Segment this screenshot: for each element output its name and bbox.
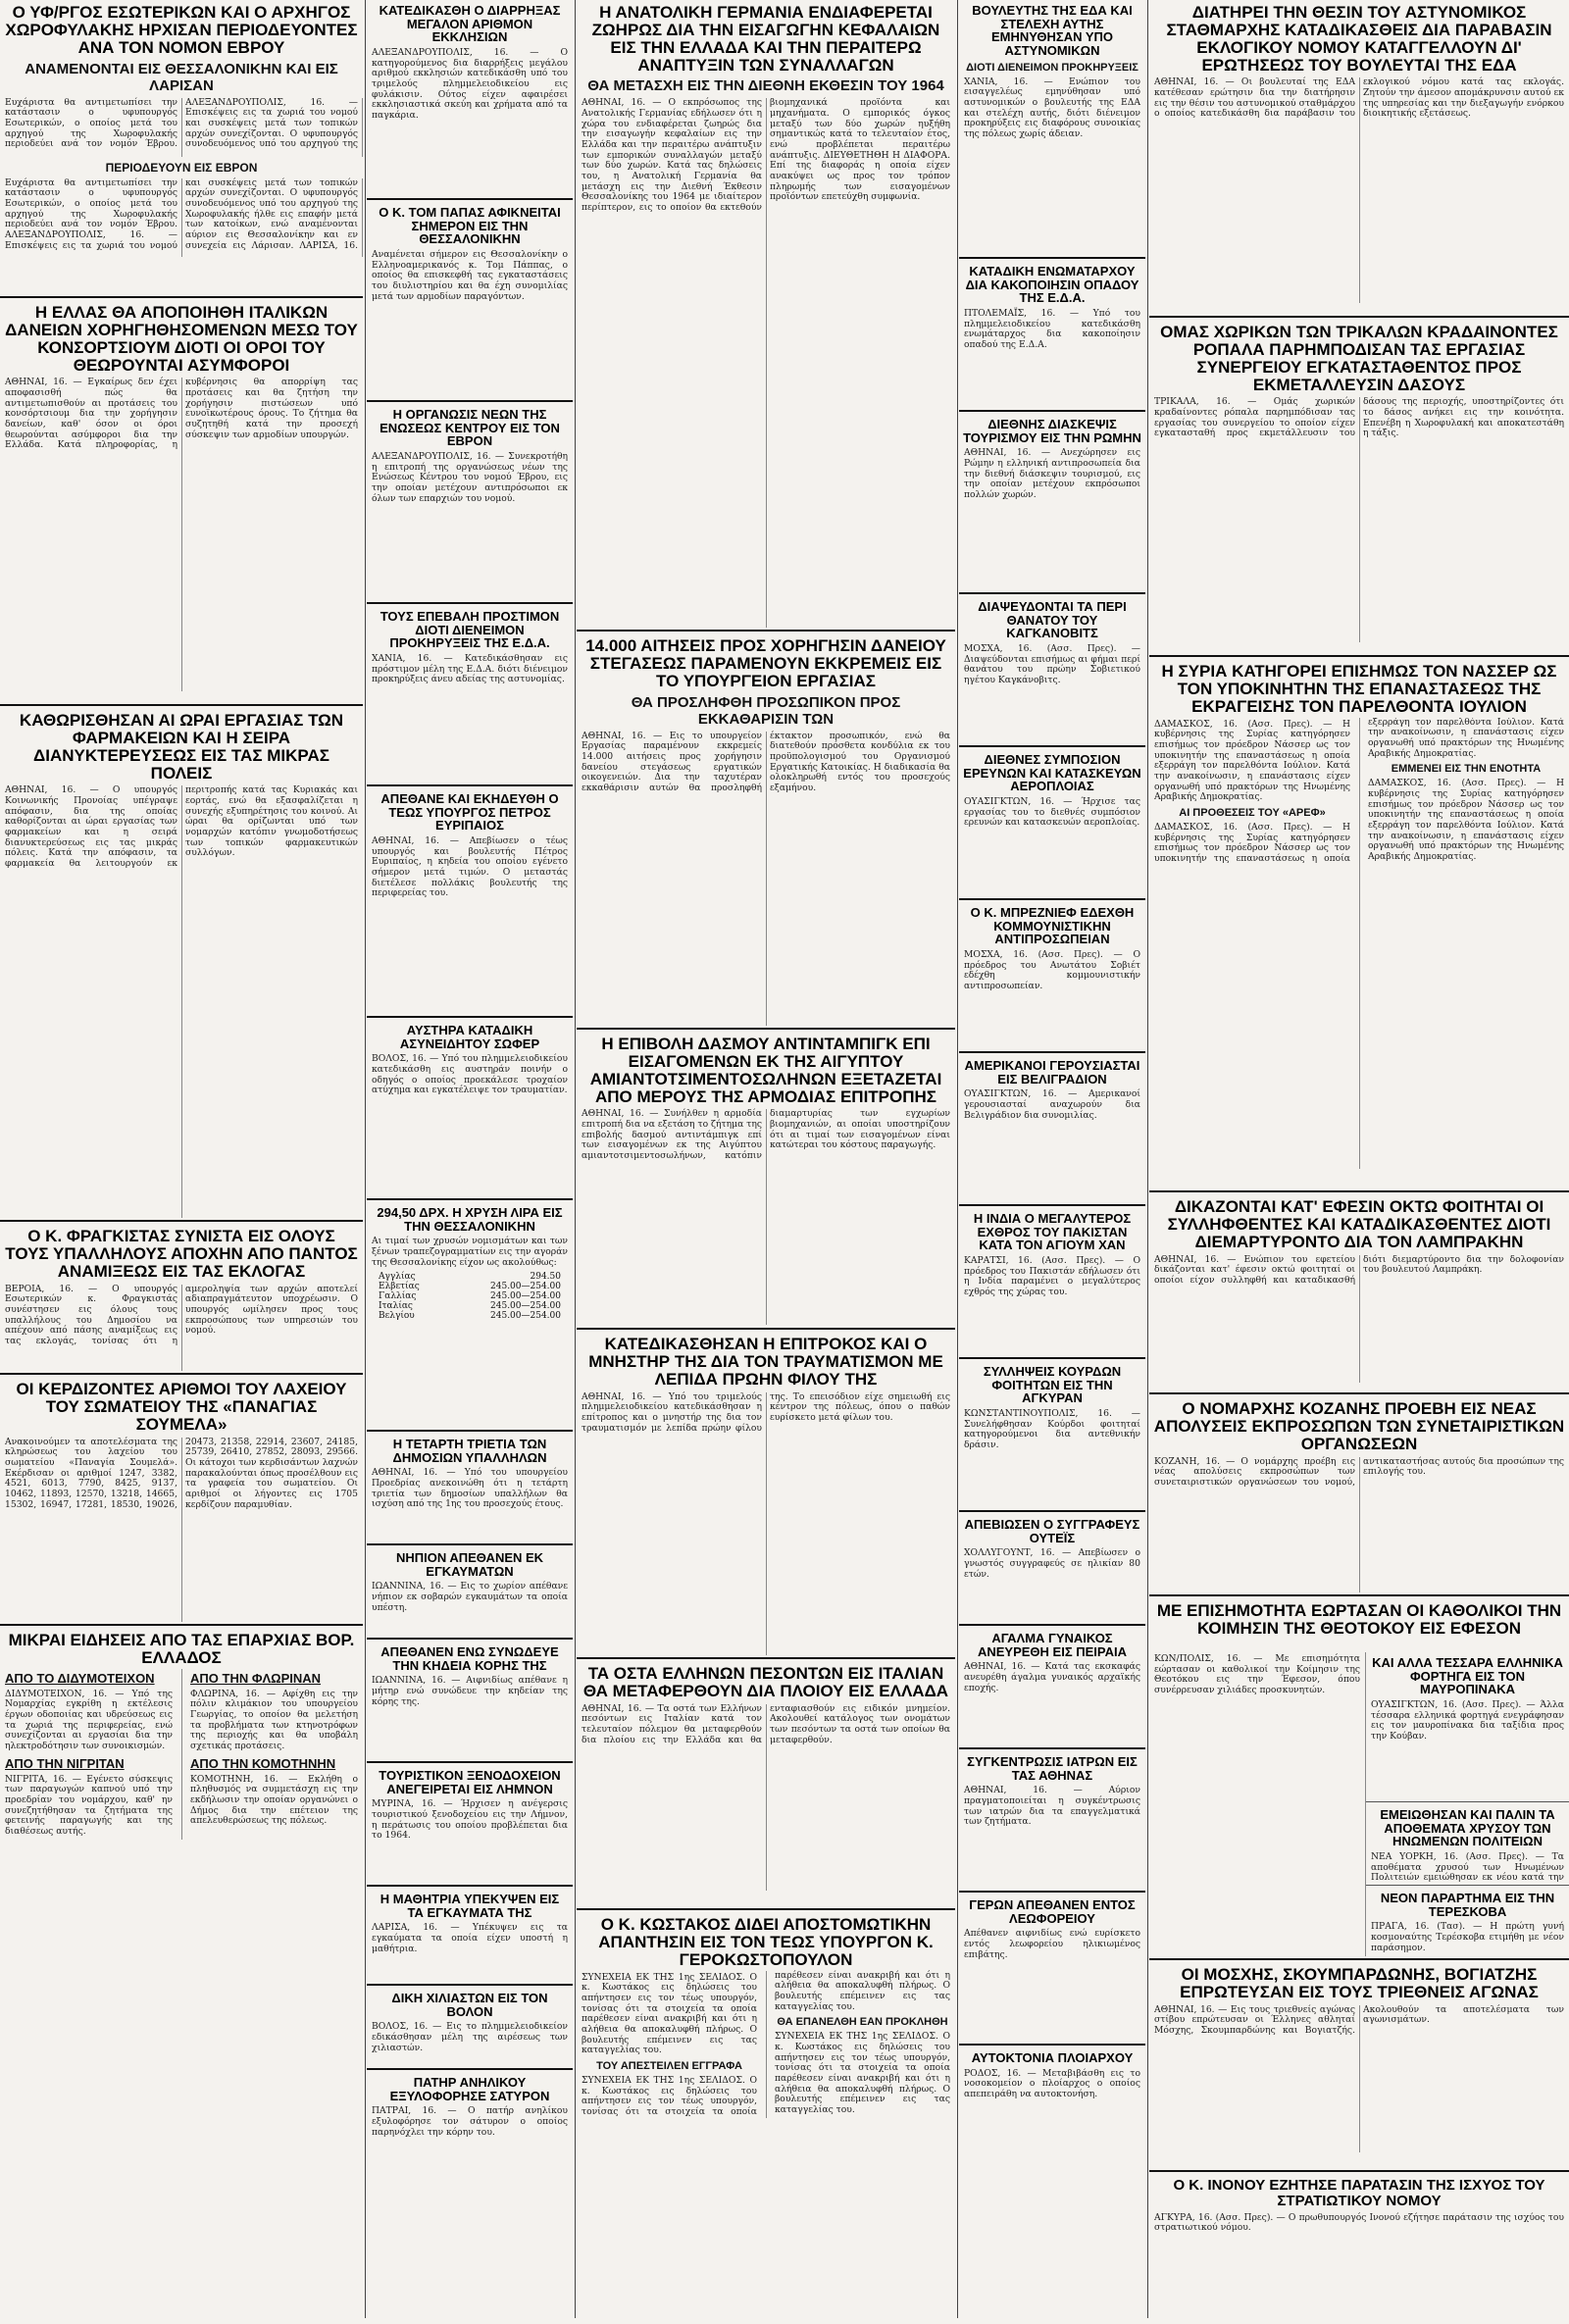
section-heading: ΑΠΟ ΤΗΝ ΦΛΩΡΙΝΑΝ <box>190 1670 322 1686</box>
article-body: ΣΥΝΕΧΕΙΑ ΕΚ ΤΗΣ 1ης ΣΕΛΙΔΟΣ. Ο κ. Κωστάκος εις δηλώσεις του απήντησεν εις τον τέως υπουργόν, τονίσας ότι τα στοιχεία τα οποία παρέθεσεν είναι ανακριβή και ότι η αλήθεια θα αποκαλυφθή πλήρως. Ο βουλευτής επέμεινεν εις τας καταγγελίας του. <box>582 1971 757 2056</box>
article <box>959 0 1145 255</box>
article <box>0 1377 363 1622</box>
headline: ΕΜΕΙΩΘΗΣΑΝ ΚΑΙ ΠΑΛΙΝ ΤΑ ΑΠΟΘΕΜΑΤΑ ΧΡΥΣΟΥ ΤΩΝ ΗΝΩΜΕΝΩΝ ΠΟΛΙΤΕΙΩΝ <box>1380 1807 1555 1849</box>
article <box>367 1642 573 1759</box>
article-body: ΟΥΑΣΙΓΚΤΩΝ, 16. — Ήρχισε τας εργασίας του το διεθνές συμπόσιον ερευνών και κατασκευών αεροπλοίας. <box>964 795 1140 829</box>
headline: ΚΑΤΑΔΙΚΗ ΕΝΩΜΑΤΑΡΧΟΥ ΔΙΑ ΚΑΚΟΠΟΙΗΣΙΝ ΟΠΑΔΟΥ ΤΗΣ Ε.Δ.Α. <box>965 264 1139 306</box>
article-body: ΑΘΗΝΑΙ, 16. — Ενώπιον του εφετείου δικάζονται κατ' έφεσιν οκτώ φοιτηταί οι οποίοι είχον συλληφθή και καταδικασθή διότι διεμαρτύροντο δια την δολοφονίαν του βουλευτού Λαμπράκη. <box>1154 1253 1564 1286</box>
article-body: ΚΑΡΑΤΣΙ, 16. (Ασσ. Πρες). — Ο πρόεδρος του Πακιστάν εδήλωσεν ότι η Ινδία παραμένει ο μεγαλύτερος εχθρός της χώρας του. <box>964 1254 1140 1297</box>
headline: Ο ΝΟΜΑΡΧΗΣ ΚΟΖΑΝΗΣ ΠΡΟΕΒΗ ΕΙΣ ΝΕΑΣ ΑΠΟΛΥΣΕΙΣ ΕΚΠΡΟΣΩΠΩΝ ΤΩΝ ΣΥΝΕΤΑΙΡΙΣΤΙΚΩΝ ΟΡΓΑΝΩΣΕΩΝ <box>1153 1399 1565 1453</box>
article <box>577 0 955 628</box>
article-body: Ευχάριστα θα αντιμετωπίσει την κατάστασιν ο υφυπουργός Εσωτερικών, ο οποίος μετά του αρχηγού της Χωροφυλακής περιοδεύει ανά τον νομόν Έβρου. ΑΛΕΞΑΝΔΡΟΥΠΟΛΙΣ, 16. — Επισκέψεις εις τα χωριά του νομού και συσκέψεις μετά των τοπικών αρχών συνεχίζονται. Ο υφυπουργός συνοδευόμενος υπό του αρχηγού της <box>5 96 358 150</box>
article <box>1149 659 1569 1188</box>
article <box>367 1434 573 1541</box>
column-divider <box>1147 0 1148 2318</box>
article <box>959 902 1145 1049</box>
article-body: Αι τιμαί των χρυσών νομισμάτων και των ξένων τραπεζογραμματίων εις την αγοράν της Θεσσαλονίκης είχον ως ακολούθως: <box>372 1236 568 1268</box>
headline: Η ΕΛΛΑΣ ΘΑ ΑΠΟΠΟΙΗΘΗ ΙΤΑΛΙΚΩΝ ΔΑΝΕΙΩΝ ΧΟΡΗΓΗΘΗΣΟΜΕΝΩΝ ΜΕΣΩ ΤΟΥ ΚΟΝΣΟΡΤΣΙΟΥΜ ΔΙΟΤΙ ΟΙ ΟΡΟΙ ΤΟΥ ΘΕΩΡΟΥΝΤΑΙ ΑΣΥΜΦΟΡΟΙ <box>5 303 358 375</box>
headline: ΔΙΚΗ ΧΙΛΙΑΣΤΩΝ ΕΙΣ ΤΟΝ ΒΟΛΟΝ <box>391 1991 548 2019</box>
section-heading: ΕΜΜΕΝΕΙ ΕΙΣ ΤΗΝ ΕΝΟΤΗΤΑ <box>1391 763 1542 776</box>
subheadline: ΑΝΑΜΕΝΟΝΤΑΙ ΕΙΣ ΘΕΣΣΑΛΟΝΙΚΗΝ ΚΑΙ ΕΙΣ ΛΑΡΙΣΑΝ <box>25 60 338 94</box>
article <box>577 1032 955 1326</box>
article <box>367 0 573 196</box>
article-body: ΝΙΓΡΙΤΑ, 16. — Εγένετο σύσκεψις των παραγωγών καπνού υπό την προεδρίαν του νομάρχου, καθ' ην συνεζητήθησαν τα ζητήματα της φετεινής παραγωγής και της διαθέσεως αυτής. <box>5 1773 173 1838</box>
article-body: ΠΤΟΛΕΜΑΪΣ, 16. — Υπό του πλημμελειοδικείου κατεδικάσθη ενωμάταρχος δια κακοποίησιν οπαδού της Ε.Δ.Α. <box>964 307 1140 350</box>
headline: ΑΠΕΘΑΝΕ ΚΑΙ ΕΚΗΔΕΥΘΗ Ο ΤΕΩΣ ΥΠΟΥΡΓΟΣ ΠΕΤΡΟΣ ΕΥΡΙΠΑΙΟΣ <box>380 791 559 834</box>
headline: ΠΑΤΗΡ ΑΝΗΛΙΚΟΥ ΕΞΥΛΟΦΟΡΗΣΕ ΣΑΤΥΡΟΝ <box>389 2075 550 2103</box>
article <box>0 1224 363 1371</box>
article-body: ΦΛΩΡΙΝΑ, 16. — Αφίχθη εις την πόλιν κλιμάκιον του υπουργείου Γεωργίας, το οποίον θα μελετήση τα προβλήματα των κτηνοτρόφων της περιοχής και θα υποβάλη σχετικάς προτάσεις. <box>190 1688 358 1752</box>
headline: ΟΙ ΚΕΡΔΙΖΟΝΤΕΣ ΑΡΙΘΜΟΙ ΤΟΥ ΛΑΧΕΙΟΥ ΤΟΥ ΣΩΜΑΤΕΙΟΥ ΤΗΣ «ΠΑΝΑΓΙΑΣ ΣΟΥΜΕΛΑ» <box>16 1380 347 1434</box>
article <box>959 596 1145 743</box>
article-body: Ανακοινούμεν τα αποτελέσματα της κληρώσεως του λαχείου του σωματείου «Παναγία Σουμελά». Εκέρδισαν οι αριθμοί 1247, 3382, 4521, 6013, 7790, 8425, 9137, 10462, 11893, 12570, 13218, 14665, 15302, 16947, 17281, 18530, 19026, 20473, 21358, 22914, 23607, 24185, 25739, 26410, 27852, 28093, 29566. Οι κάτοχοι των κερδισάντων λαχνών παρακαλούνται όπως προσέλθουν εις τα γραφεία του σωματείου. Οι αριθμοί οι λήγοντες εις 1705 κερδίζουν παραμυθίαν. <box>5 1436 358 1510</box>
article <box>1366 1804 1569 1883</box>
headline: Η ΣΥΡΙΑ ΚΑΤΗΓΟΡΕΙ ΕΠΙΣΗΜΩΣ ΤΟΝ ΝΑΣΣΕΡ ΩΣ ΤΟΝ ΥΠΟΚΙΝΗΤΗΝ ΤΗΣ ΕΠΑΝΑΣΤΑΣΕΩΣ ΤΗΣ ΕΚΡΑΓΕΙΣΗΣ ΤΟΝ ΠΑΡΕΛΘΟΝΤΑ ΙΟΥΛΙΟΝ <box>1161 662 1557 716</box>
headline: Η ΕΠΙΒΟΛΗ ΔΑΣΜΟΥ ΑΝΤΙΝΤΑΜΠΙΓΚ ΕΠΙ ΕΙΣΑΓΟΜΕΝΩΝ ΕΚ ΤΗΣ ΑΙΓΥΠΤΟΥ ΑΜΙΑΝΤΟΤΣΙΜΕΝΤΟΣΩΛΗΝΩΝ ΕΞΕΤΑΖΕΤΑΙ ΑΠΟ ΜΕΡΟΥΣ ΤΗΣ ΑΡΜΟΔΙΑΣ ΕΠΙΤΡΟΠΗΣ <box>589 1035 942 1106</box>
article-body: ΑΘΗΝΑΙ, 16. — Εγκαίρως δεν έχει αποφασισθή πώς θα αντιμετωπισθούν αι προτάσεις του κονσόρτσιουμ δια την χορήγησιν δανείων, καθ' όσον οι όροι θεωρούνται ασύμφοροι δια την Ελλάδα. Κατά πληροφορίας, η κυβέρνησις θα απορρίψη τας προτάσεις και θα ζητήση την χορήγησιν πιστώσεων υπό ευνοϊκωτέρους όρους. Το ζήτημα θα συζητηθή κατά την προσεχή σύσκεψιν των αρμοδίων υπουργών. <box>5 377 358 451</box>
article-body: ΑΘΗΝΑΙ, 16. — Απεβίωσεν ο τέως υπουργός και βουλευτής Πέτρος Ευριπαίος, η κηδεία του οποίου εγένετο σήμερον μετά τιμών. Ο μεταστάς διετέλεσε πολλάκις βουλευτής της περιφερείας του. <box>372 834 568 899</box>
article-body: ΚΩΝΣΤΑΝΤΙΝΟΥΠΟΛΙΣ, 16. — Συνελήφθησαν Κούρδοι φοιτηταί κατηγορούμενοι δια αντεθνικήν δράσιν. <box>964 1407 1140 1450</box>
article <box>1149 1598 1569 1652</box>
column-2 <box>367 0 573 2219</box>
article-body: ΧΑΝΙΑ, 16. — Ενώπιον του εισαγγελέως εμηνύθησαν υπό αστυνομικών ο βουλευτής της ΕΔΑ και στελέχη αυτής, διότι διένειμον προκηρύξεις εις διαφόρους συνοικίας της πόλεως χωρίς άδειαν. <box>964 76 1140 139</box>
headline: 14.000 ΑΙΤΗΣΕΙΣ ΠΡΟΣ ΧΟΡΗΓΗΣΙΝ ΔΑΝΕΙΟΥ ΣΤΕΓΑΣΕΩΣ ΠΑΡΑΜΕΝΟΥΝ ΕΚΚΡΕΜΕΙΣ ΕΙΣ ΤΟ ΥΠΟΥΡΓΕΙΟΝ ΕΡΓΑΣΙΑΣ <box>585 636 946 690</box>
section-heading: ΑΙ ΠΡΟΘΕΣΕΙΣ ΤΟΥ «ΑΡΕΦ» <box>1179 806 1326 819</box>
article <box>577 1332 955 1655</box>
headline: ΝΗΠΙΟΝ ΑΠΕΘΑΝΕΝ ΕΚ ΕΓΚΑΥΜΑΤΩΝ <box>395 1550 544 1579</box>
headline: ΑΥΤΟΚΤΟΝΙΑ ΠΛΟΙΑΡΧΟΥ <box>971 2050 1134 2065</box>
article-body: ΤΡΙΚΑΛΑ, 16. — Ομάς χωρικών κραδαίνοντες ρόπαλα παρημπόδισαν τας εργασίας του συνεργείου το οποίον είχεν εγκατασταθή προς εκμετάλλευσιν του δάσους της περιοχής, υποστηρίζοντες ότι το δάσος ανήκει εις την κοινότητα. Επενέβη η Χωροφυλακή και αποκατεστάθη η τάξις. <box>1154 396 1564 439</box>
headline: ΔΙΚΑΖΟΝΤΑΙ ΚΑΤ' ΕΦΕΣΙΝ ΟΚΤΩ ΦΟΙΤΗΤΑΙ ΟΙ ΣΥΛΛΗΦΘΕΝΤΕΣ ΚΑΙ ΚΑΤΑΔΙΚΑΣΘΕΝΤΕΣ ΔΙΟΤΙ ΔΙΕΜΑΡΤΥΡΟΝΤΟ ΔΙΑ ΤΟΝ ΛΑΜΠΡΑΚΗΝ <box>1167 1197 1551 1251</box>
article-body: ΚΟΖΑΝΗ, 16. — Ο νομάρχης προέβη εις νέας απολύσεις εκπροσώπων των συνεταιριστικών οργανώσεων του νομού, αντικαταστήσας αυτούς δια προσώπων της επιλογής του. <box>1154 1455 1564 1488</box>
article-body: ΒΟΛΟΣ, 16. — Εις το πλημμελειοδικείον εδικάσθησαν μέλη της αιρέσεως των χιλιαστών. <box>372 2021 568 2053</box>
article-body: ΡΟΔΟΣ, 16. — Μεταβιβάσθη εις το νοσοκομείον ο πλοίαρχος ο οποίος απεπειράθη να αυτοκτονήση. <box>964 2067 1140 2099</box>
price-row: Γαλλίας 245.00—254.00 <box>379 1291 561 1302</box>
article-body: ΟΥΑΣΙΓΚΤΩΝ, 16. — Αμερικανοί γερουσιασταί αναχωρούν δια Βελιγράδιον δια συνομιλίας. <box>964 1088 1140 1121</box>
article-body: ΑΛΕΞΑΝΔΡΟΥΠΟΛΙΣ, 16. — Συνεκροτήθη η επιτροπή της οργανώσεως νέων της Ενώσεως Κέντρου του νομού Έβρου, εις την οποίαν μετέχουν αντιπρόσωποι εκ όλων των επαρχιών του νομού. <box>372 450 568 504</box>
article-body: Απέθανεν αιφνιδίως ενώ ευρίσκετο εντός λεωφορείου ηλικιωμένος επιβάτης. <box>964 1928 1140 1960</box>
headline: Η ΤΕΤΑΡΤΗ ΤΡΙΕΤΙΑ ΤΩΝ ΔΗΜΟΣΙΩΝ ΥΠΑΛΛΗΛΩΝ <box>392 1437 547 1465</box>
article <box>959 1055 1145 1202</box>
headline: ΒΟΥΛΕΥΤΗΣ ΤΗΣ ΕΔΑ ΚΑΙ ΣΤΕΛΕΧΗ ΑΥΤΗΣ ΕΜΗΝΥΘΗΣΑΝ ΥΠΟ ΑΣΤΥΝΟΜΙΚΩΝ <box>972 3 1133 58</box>
article <box>959 749 1145 896</box>
article <box>959 2047 1145 2175</box>
article-body: ΙΩΑΝΝΙΝΑ, 16. — Αιφνιδίως απέθανε η μήτηρ ενώ συνώδευε την κηδείαν της κόρης της. <box>372 1675 568 1707</box>
price-row: Ιταλίας 245.00—254.00 <box>379 1301 561 1312</box>
article <box>367 1988 573 2066</box>
headline: Ο Κ. ΜΠΡΕΖΝΙΕΦ ΕΔΕΧΘΗ ΚΟΜΜΟΥΝΙΣΤΙΚΗΝ ΑΝΤΙΠΡΟΣΩΠΕΙΑΝ <box>970 905 1135 947</box>
article <box>577 1912 955 2324</box>
article-body: ΑΘΗΝΑΙ, 16. — Υπό του τριμελούς πλημμελειοδικείου κατεδικάσθησαν η επίτροπος και ο μνηστήρ της δια τον τραυματισμόν με λεπίδα πρώην φίλου της. Το επεισόδιον είχε σημειωθή εις κέντρον της πόλεως, όπου ο παθών ευρίσκετο μετά φίλων του. <box>582 1390 950 1434</box>
article <box>367 1547 573 1636</box>
article-body: ΑΘΗΝΑΙ, 16. — Ο εκπρόσωπος της Ανατολικής Γερμανίας εδήλωσεν ότι η χώρα του ενδιαφέρεται ζωηρώς δια την εισαγωγήν κεφαλαίων εις την Ελλάδα και την περαιτέρω ανάπτυξιν των εμπορικών συναλλαγών μεταξύ των δύο χωρών. Κατά τας δηλώσεις του, η Ανατολική Γερμανία θα μετάσχη εις την Διεθνή Έκθεσιν Θεσσαλονίκης του 1964 με ιδιαίτερον περίπτερον, εις το οποίον θα εκτεθούν βιομηχανικά προϊόντα και μηχανήματα. Ο εμπορικός όγκος μεταξύ των δύο χωρών ηυξήθη σημαντικώς κατά το τελευταίον έτος, ενώ προβλέπεται περαιτέρω ανάπτυξις. ΔΙΕΥΘΕΤΗΘΗ Η ΔΙΑΦΟΡΑ. Επί της διαφοράς η οποία είχεν ανακύψει ως προς τον τρόπον πληρωμής των εισαγομένων προϊόντων επετεύχθη συμφωνία. <box>582 97 950 214</box>
headline: ΔΙΑΨΕΥΔΟΝΤΑΙ ΤΑ ΠΕΡΙ ΘΑΝΑΤΟΥ ΤΟΥ ΚΑΓΚΑΝΟΒΙΤΣ <box>978 599 1127 641</box>
article-body: ΜΟΣΧΑ, 16. (Ασσ. Πρες). — Διαψεύδονται επισήμως αι φήμαι περί θανάτου του πρώην Σοβιετικού ηγέτου Καγκάνοβιτς. <box>964 642 1140 685</box>
article-body: ΚΟΜΟΤΗΝΗ, 16. — Εκλήθη ο πληθυσμός να συμμετάσχη εις την εκδήλωσιν την οποίαν οργανώνει ο Δήμος δια την επέτειον της απελευθερώσεως της πόλεως. <box>190 1773 358 1827</box>
headline: ΔΙΕΘΝΗΣ ΔΙΑΣΚΕΨΙΣ ΤΟΥΡΙΣΜΟΥ ΕΙΣ ΤΗΝ ΡΩΜΗΝ <box>963 417 1141 445</box>
article <box>577 633 955 1026</box>
article-body: ΑΘΗΝΑΙ, 16. — Τα οστά των Ελλήνων πεσόντων εις Ιταλίαν κατά τον τελευταίον πόλεμον θα μεταφερθούν δια πλοίου εις την Ελλάδα και θα ενταφιασθούν εις ειδικόν μνημείον. Ακολουθεί κατάλογος των ονομάτων των πεσόντων τα οστά των οποίων θα μεταφερθούν. <box>582 1702 950 1745</box>
article-body: ΠΡΑΓΑ, 16. (Τασ). — Η πρώτη γυνή κοσμοναύτης Τερέσκοβα ετιμήθη με νέον παράσημον. <box>1371 1921 1564 1953</box>
article <box>1149 2174 1569 2321</box>
article <box>959 414 1145 590</box>
headline: ΚΑΤΕΔΙΚΑΣΘΗΣΑΝ Η ΕΠΙΤΡΟΚΟΣ ΚΑΙ Ο ΜΝΗΣΤΗΡ ΤΗΣ ΔΙΑ ΤΟΝ ΤΡΑΥΜΑΤΙΣΜΟΝ ΜΕ ΛΕΠΙΔΑ ΠΡΩΗΝ ΦΙΛΟΥ ΤΗΣ <box>588 1335 943 1389</box>
headline: ΟΙ ΜΟΣΧΗΣ, ΣΚΟΥΜΠΑΡΔΩΝΗΣ, ΒΟΓΙΑΤΖΗΣ ΕΠΡΩΤΕΥΣΑΝ ΕΙΣ ΤΟΥΣ ΤΡΙΕΘΝΕΙΣ ΑΓΩΝΑΣ <box>1180 1965 1539 2001</box>
price-row: Αγγλίας 294.50 <box>379 1272 561 1283</box>
article-body: ΑΘΗΝΑΙ, 16. — Οι βουλευταί της ΕΔΑ κατέθεσαν ερώτησιν δια την διατήρησιν εις την θέσιν του αστυνομικού σταθμάρχου ο οποίος κατεδικάσθη δια παράβασιν του εκλογικού νόμου κατά τας εκλογάς. Ζητούν την άμεσον απομάκρυνσιν αυτού εκ της υπηρεσίας και την διεξαγωγήν ενόρκου διοικητικής εξετάσεως. <box>1154 76 1564 120</box>
headline: ΑΥΣΤΗΡΑ ΚΑΤΑΔΙΚΗ ΑΣΥΝΕΙΔΗΤΟΥ ΣΩΦΕΡ <box>399 1023 540 1051</box>
article <box>367 404 573 600</box>
article <box>1366 1888 1569 1956</box>
article-body: ΔΑΜΑΣΚΟΣ, 16. (Ασσ. Πρες). — Η κυβέρνησις της Συρίας κατηγόρησεν επισήμως τον πρόεδρον Νάσσερ ως τον υποκινητήν της επαναστάσεως η οποία εξερράγη τον παρελθόντα Ιούλιον. Κατά την ανακοίνωσιν, η επανάστασις είχεν οργανωθή υπό πρακτόρων της Ηνωμένης Αραβικής Δημοκρατίας. <box>1154 717 1564 864</box>
article <box>959 1895 1145 2042</box>
article-body: ΜΥΡΙΝΑ, 16. — Ήρχισεν η ανέγερσις τουριστικού ξενοδοχείου εις την Λήμνον, η περάτωσις του οποίου προβλέπεται δια το 1964. <box>372 1798 568 1842</box>
article <box>959 1514 1145 1622</box>
article-body: ΛΑΡΙΣΑ, 16. — Υπέκυψεν εις τα εγκαύματα τα οποία είχεν υποστή η μαθήτρια. <box>372 1922 568 1954</box>
article-body: ΑΘΗΝΑΙ, 16. — Εις τους τριεθνείς αγώνας στίβου επρώτευσαν οι Έλληνες αθληταί Μόσχης, Σκουμπαρδώνης και Βογιατζής. Ακολουθούν τα αποτελέσματα των αγωνισμάτων. <box>1154 2003 1564 2037</box>
article-body: Ευχάριστα θα αντιμετωπίσει την κατάστασιν ο υφυπουργός Εσωτερικών, ο οποίος μετά του αρχηγού της Χωροφυλακής περιοδεύει ανά τον νομόν Έβρου. ΑΛΕΞΑΝΔΡΟΥΠΟΛΙΣ, 16. — Επισκέψεις εις τα χωριά του νομού και συσκέψεις μετά των τοπικών αρχών συνεχίζονται. Ο υφυπουργός συνοδευόμενος υπό του αρχηγού της Χωροφυλακής ήλθε εις επαφήν μετά των κατοίκων, ενώ αναμένονται αύριον εις Θεσσαλονίκην και εν συνεχεία εις Λάρισαν. ΛΑΡΙΣΑ, 16. <box>5 177 358 251</box>
headline: ΚΑΙ ΑΛΛΑ ΤΕΣΣΑΡΑ ΕΛΛΗΝΙΚΑ ΦΟΡΤΗΓΑ ΕΙΣ ΤΟΝ ΜΑΥΡΟΠΙΝΑΚΑ <box>1372 1655 1563 1697</box>
article <box>1149 1396 1569 1592</box>
article-body: ΔΑΜΑΣΚΟΣ, 16. (Ασσ. Πρες). — Η κυβέρνησις της Συρίας κατηγόρησεν επισήμως τον πρόεδρον Νάσσερ ως τον υποκινητήν της επαναστάσεως η οποία εξερράγη τον παρελθόντα Ιούλιον. Κατά την ανακοίνωσιν, η επανάστασις είχεν οργανωθή υπό πρακτόρων της Ηνωμένης Αραβικής Δημοκρατίας. <box>1154 718 1350 803</box>
article <box>367 2072 573 2219</box>
article <box>959 1628 1145 1745</box>
column-5 <box>1149 0 1569 2321</box>
headline: ΣΥΛΛΗΨΕΙΣ ΚΟΥΡΔΩΝ ΦΟΙΤΗΤΩΝ ΕΙΣ ΤΗΝ ΑΓΚΥΡΑΝ <box>983 1364 1122 1406</box>
article-body: ΑΛΕΞΑΝΔΡΟΥΠΟΛΙΣ, 16. — Ο κατηγορούμενος δια διαρρήξεις μεγάλου αριθμού εκκλησιών κατεδικάσθη υπό του τριμελούς πλημμελειοδικείου εις φυλάκισιν. Ούτος είχεν αφαιρέσει εκκλησιαστικά σκεύη και χρήματα από τα παγκάρια. <box>372 46 568 121</box>
article <box>367 1202 573 1428</box>
headline: 294,50 ΔΡΧ. Η ΧΡΥΣΗ ΛΙΡΑ ΕΙΣ ΤΗΝ ΘΕΣΣΑΛΟΝΙΚΗΝ <box>377 1205 563 1234</box>
article-body: ΑΘΗΝΑΙ, 16. — Εις το υπουργείον Εργασίας παραμένουν εκκρεμείς 14.000 αιτήσεις προς χορήγησιν δανείου στεγάσεως εργατικών οικογενειών. Δια την ταχυτέραν εκκαθάρισιν αυτών θα προσληφθή έκτακτον προσωπικόν, ενώ θα διατεθούν πρόσθετα κονδύλια εκ του προϋπολογισμού του Οργανισμού Εργατικής Κατοικίας. Η διαδικασία θα ολοκληρωθή εντός του προσεχούς εξαμήνου. <box>582 730 950 793</box>
price-row: Βελγίου 245.00—254.00 <box>379 1311 561 1322</box>
subheadline: ΠΕΡΙΟΔΕΥΟΥΝ ΕΙΣ ΕΒΡΟΝ <box>105 160 258 175</box>
gold-price-table <box>377 1272 563 1321</box>
headline: Η ΜΑΘΗΤΡΙΑ ΥΠΕΚΥΨΕΝ ΕΙΣ ΤΑ ΕΓΚΑΥΜΑΤΑ ΤΗΣ <box>380 1892 560 1920</box>
article <box>1149 1962 1569 2168</box>
article-body: ΣΥΝΕΧΕΙΑ ΕΚ ΤΗΣ 1ης ΣΕΛΙΔΟΣ. Ο κ. Κωστάκος εις δηλώσεις του απήντησεν εις τον τέως υπουργόν, τονίσας ότι τα στοιχεία τα οποία παρέθεσεν είναι ανακριβή και ότι η αλήθεια θα αποκαλυφθή πλήρως. Ο βουλευτής επέμεινεν εις τας καταγγελίας του. <box>775 2031 950 2115</box>
headline: Η ΟΡΓΑΝΩΣΙΣ ΝΕΩΝ ΤΗΣ ΕΝΩΣΕΩΣ ΚΕΝΤΡΟΥ ΕΙΣ ΤΟΝ ΕΒΡΟΝ <box>380 407 560 449</box>
article-body: ΠΑΤΡΑΙ, 16. — Ο πατήρ ανηλίκου εξυλοφόρησε τον σάτυρον ο οποίος παρηνόχλει την κόρην του. <box>372 2105 568 2138</box>
article <box>1149 320 1569 653</box>
headline: ΤΟΥΡΙΣΤΙΚΟΝ ΞΕΝΟΔΟΧΕΙΟΝ ΑΝΕΓΕΙΡΕΤΑΙ ΕΙΣ ΛΗΜΝΟΝ <box>379 1768 561 1796</box>
headline: ΑΠΕΒΙΩΣΕΝ Ο ΣΥΓΓΡΑΦΕΥΣ ΟΥΤΕΪΣ <box>964 1517 1140 1545</box>
headline: Ο ΥΦ/ΡΓΟΣ ΕΣΩΤΕΡΙΚΩΝ ΚΑΙ Ο ΑΡΧΗΓΟΣ ΧΩΡΟΦΥΛΑΚΗΣ ΗΡΧΙΣΑΝ ΠΕΡΙΟΔΕΥΟΝΤΕΣ ΑΝΑ ΤΟΝ ΝΟΜΟΝ ΕΒΡΟΥ <box>5 3 358 57</box>
article-body: ΔΙΔΥΜΟΤΕΙΧΟΝ, 16. — Υπό της Νομαρχίας εγκρίθη η εκτέλεσις έργων οδοποιίας και υδρεύσεως εις τα χωριά της περιφερείας, ενώ συνεχίζονται αι εργασίαι δια την ηλεκτροδότησιν των συνοικισμών. <box>5 1688 173 1752</box>
headline: Η ΙΝΔΙΑ Ο ΜΕΓΑΛΥΤΕΡΟΣ ΕΧΘΡΟΣ ΤΟΥ ΠΑΚΙΣΤΑΝ ΚΑΤΑ ΤΟΝ ΑΓΙΟΥΜ ΧΑΝ <box>973 1211 1132 1253</box>
article-body: ΑΘΗΝΑΙ, 16. — Συνήλθεν η αρμοδία επιτροπή δια να εξετάση το ζήτημα της επιβολής δασμού αντιντάμπιγκ επί των εισαγομένων εκ της Αιγύπτου αμιαντοτσιμεντοσωλήνων, κατόπιν διαμαρτυρίας των εγχωρίων βιομηχανιών, αι οποίαι υποστηρίζουν ότι αι τιμαί των εισαγομένων είναι κατώτεραι του κόστους παραγωγής. <box>582 1108 950 1162</box>
subheadline: ΘΑ ΜΕΤΑΣΧΗ ΕΙΣ ΤΗΝ ΔΙΕΘΝΗ ΕΚΘΕΣΙΝ ΤΟΥ 1964 <box>587 77 944 95</box>
headline: ΑΓΑΛΜΑ ΓΥΝΑΙΚΟΣ ΑΝΕΥΡΕΘΗ ΕΙΣ ΠΕΙΡΑΙΑ <box>977 1631 1128 1659</box>
headline: ΚΑΘΩΡΙΣΘΗΣΑΝ ΑΙ ΩΡΑΙ ΕΡΓΑΣΙΑΣ ΤΩΝ ΦΑΡΜΑΚΕΙΩΝ ΚΑΙ Η ΣΕΙΡΑ ΔΙΑΝΥΚΤΕΡΕΥΣΕΩΣ ΕΙΣ ΤΑΣ ΜΙΚΡΑΣ ΠΟΛΕΙΣ <box>19 711 344 783</box>
article-body: ΝΕΑ ΥΟΡΚΗ, 16. (Ασσ. Πρες). — Τα αποθέματα χρυσού των Ηνωμένων Πολιτειών εμειώθησαν εκ νέου κατά την <box>1371 1850 1564 1883</box>
headline: ΟΜΑΣ ΧΩΡΙΚΩΝ ΤΩΝ ΤΡΙΚΑΛΩΝ ΚΡΑΔΑΙΝΟΝΤΕΣ ΡΟΠΑΛΑ ΠΑΡΗΜΠΟΔΙΣΑΝ ΤΑΣ ΕΡΓΑΣΙΑΣ ΣΥΝΕΡΓΕΙΟΥ ΕΓΚΑΤΑΣΤΑΘΕΝΤΟΣ ΠΡΟΣ ΕΚΜΕΤΑΛΛΕΥΣΙΝ ΔΑΣΟΥΣ <box>1160 323 1558 394</box>
headline: Η ΑΝΑΤΟΛΙΚΗ ΓΕΡΜΑΝΙΑ ΕΝΔΙΑΦΕΡΕΤΑΙ ΖΩΗΡΩΣ ΔΙΑ ΤΗΝ ΕΙΣΑΓΩΓΗΝ ΚΕΦΑΛΑΙΩΝ ΕΙΣ ΤΗΝ ΕΛΛΑΔΑ ΚΑΙ ΤΗΝ ΠΕΡΑΙΤΕΡΩ ΑΝΑΠΤΥΞΙΝ ΤΩΝ ΣΥΝΑΛΛΑΓΩΝ <box>591 3 940 75</box>
article <box>0 0 363 294</box>
section-heading: ΑΠΟ ΤΗΝ ΝΙΓΡΙΤΑΝ <box>5 1755 125 1771</box>
article <box>959 1361 1145 1508</box>
article-body: ΑΘΗΝΑΙ, 16. — Κατά τας εκσκαφάς ανευρέθη άγαλμα γυναικός αρχαϊκής εποχής. <box>964 1661 1140 1693</box>
article <box>1149 0 1569 314</box>
column-divider <box>957 0 958 2318</box>
headline: Ο Κ. ΙΝΟΝΟΥ ΕΖΗΤΗΣΕ ΠΑΡΑΤΑΣΙΝ ΤΗΣ ΙΣΧΥΟΣ ΤΟΥ ΣΤΡΑΤΙΩΤΙΚΟΥ ΝΟΜΟΥ <box>1173 2177 1545 2209</box>
headline: Ο Κ. ΦΡΑΓΚΙΣΤΑΣ ΣΥΝΙΣΤΑ ΕΙΣ ΟΛΟΥΣ ΤΟΥΣ ΥΠΑΛΛΗΛΟΥΣ ΑΠΟΧΗΝ ΑΠΟ ΠΑΝΤΟΣ ΑΝΑΜΙΞΕΩΣ ΕΙΣ ΤΑΣ ΕΚΛΟΓΑΣ <box>5 1227 358 1281</box>
article-body: ΜΟΣΧΑ, 16. (Ασσ. Πρες). — Ο πρόεδρος του Ανωτάτου Σοβιέτ εδέχθη κομμουνιστικήν αντιπροσωπείαν. <box>964 948 1140 991</box>
article-body: ΑΘΗΝΑΙ, 16. — Υπό του υπουργείου Προεδρίας ανεκοινώθη ότι η τετάρτη τριετία των δημοσίων υπαλλήλων θα ισχύση από της 1ης του προσεχούς έτους. <box>372 1467 568 1510</box>
article <box>959 1751 1145 1889</box>
article-body: ΧΟΛΛΥΓΟΥΝΤ, 16. — Απεβίωσεν ο γνωστός συγγραφεύς σε ηλικίαν 80 ετών. <box>964 1547 1140 1580</box>
article-body: ΑΓΚΥΡΑ, 16. (Ασσ. Πρες). — Ο πρωθυπουργός Ινονού εζήτησε παράτασιν της ισχύος του στρατιωτικού νόμου. <box>1154 2211 1564 2234</box>
article <box>959 261 1145 408</box>
headline: ΔΙΕΘΝΕΣ ΣΥΜΠΟΣΙΟΝ ΕΡΕΥΝΩΝ ΚΑΙ ΚΑΤΑΣΚΕΥΩΝ ΑΕΡΟΠΛΟΙΑΣ <box>963 752 1141 794</box>
article-body: ΚΩΝ/ΠΟΛΙΣ, 16. — Με επισημότητα εώρτασαν οι καθολικοί την Κοίμησιν της Θεοτόκου εις την Έφεσον, όπου συνέρρευσαν χιλιάδες προσκυνητών. <box>1154 1653 1360 1696</box>
article <box>367 606 573 783</box>
article <box>0 300 363 702</box>
headline: ΤΟΥΣ ΕΠΕΒΑΛΗ ΠΡΟΣΤΙΜΟΝ ΔΙΟΤΙ ΔΙΕΝΕΙΜΟΝ ΠΡΟΚΗΡΥΞΕΙΣ ΤΗΣ Ε.Δ.Α. <box>380 609 560 651</box>
headline: ΤΑ ΟΣΤΑ ΕΛΛΗΝΩΝ ΠΕΣΟΝΤΩΝ ΕΙΣ ΙΤΑΛΙΑΝ ΘΑ ΜΕΤΑΦΕΡΘΟΥΝ ΔΙΑ ΠΛΟΙΟΥ ΕΙΣ ΕΛΛΑΔΑ <box>582 1664 949 1700</box>
article-body: ΔΑΜΑΣΚΟΣ, 16. (Ασσ. Πρες). — Η κυβέρνησις της Συρίας κατηγόρησεν επισήμως τον πρόεδρον Νάσσερ ως τον υποκινητήν της επαναστάσεως η οποία εξερράγη τον παρελθόντα Ιούλιον. Κατά την ανακοίνωσιν, η επανάστασις είχεν οργανωθή υπό πρακτόρων της Ηνωμένης Αραβικής Δημοκρατίας. <box>1368 778 1564 862</box>
article <box>367 1020 573 1196</box>
price-row: Ελβετίας 245.00—254.00 <box>379 1282 561 1292</box>
section-heading: ΑΠΟ ΤΟ ΔΙΔΥΜΟΤΕΙΧΟΝ <box>5 1670 155 1686</box>
article <box>367 1889 573 1982</box>
column-4 <box>959 0 1145 2175</box>
headline: ΑΜΕΡΙΚΑΝΟΙ ΓΕΡΟΥΣΙΑΣΤΑΙ ΕΙΣ ΒΕΛΙΓΡΑΔΙΟΝ <box>964 1058 1140 1086</box>
article-body: ΑΘΗΝΑΙ, 16. — Ο υπουργός Κοινωνικής Προνοίας υπέγραψε απόφασιν, δια της οποίας καθορίζονται αι ώραι εργασίας των φαρμακείων και η σειρά διανυκτερεύσεως εις τας μικράς πόλεις. Κατά την απόφασιν, τα φαρμακεία θα λειτουργούν εκ περιτροπής κατά τας Κυριακάς και εορτάς, ενώ θα εξασφαλίζεται η συνεχής εξυπηρέτησις του κοινού. Αι ώραι θα ορίζωνται υπό των νομαρχών κατόπιν γνωμοδοτήσεως των τοπικών φαρμακευτικών συλλόγων. <box>5 784 358 870</box>
article <box>367 1765 573 1883</box>
headline: ΜΕ ΕΠΙΣΗΜΟΤΗΤΑ ΕΩΡΤΑΣΑΝ ΟΙ ΚΑΘΟΛΙΚΟΙ ΤΗΝ ΚΟΙΜΗΣΙΝ ΤΗΣ ΘΕΟΤΟΚΟΥ ΕΙΣ ΕΦΕΣΟΝ <box>1156 1601 1562 1638</box>
article <box>0 708 363 1218</box>
article-body: ΙΩΑΝΝΙΝΑ, 16. — Εις το χωρίον απέθανε νήπιον εκ σοβαρών εγκαυμάτων τα οποία υπέστη. <box>372 1581 568 1613</box>
section-heading: ΘΑ ΕΠΑΝΕΛΘΗ ΕΑΝ ΠΡΟΚΛΗΘΗ <box>777 2016 948 2029</box>
headline: ΔΙΑΤΗΡΕΙ ΤΗΝ ΘΕΣΙΝ ΤΟΥ ΑΣΤΥΝΟΜΙΚΟΣ ΣΤΑΘΜΑΡΧΗΣ ΚΑΤΑΔΙΚΑΣΘΕΙΣ ΔΙΑ ΠΑΡΑΒΑΣΙΝ ΕΚΛΟΓΙΚΟΥ ΝΟΜΟΥ ΚΑΤΑΓΓΕΛΛΟΥΝ ΔΙ' ΕΡΩΤΗΣΕΩΣ ΤΟΥ ΒΟΥΛΕΥΤΑΙ ΤΗΣ ΕΔΑ <box>1166 3 1552 75</box>
headline: Ο Κ. ΚΩΣΤΑΚΟΣ ΔΙΔΕΙ ΑΠΟΣΤΟΜΩΤΙΚΗΝ ΑΠΑΝΤΗΣΙΝ ΕΙΣ ΤΟΝ ΤΕΩΣ ΥΠΟΥΡΓΟΝ Κ. ΓΕΡΟΚΩΣΤΟΠΟΥΛΟΝ <box>598 1915 934 1969</box>
article-body: ΣΥΝΕΧΕΙΑ ΕΚ ΤΗΣ 1ης ΣΕΛΙΔΟΣ. Ο κ. Κωστάκος εις δηλώσεις του απήντησεν εις τον τέως υπουργόν, τονίσας ότι τα στοιχεία τα οποία παρέθεσεν είναι ανακριβή και ότι η αλήθεια θα αποκαλυφθή πλήρως. Ο βουλευτής επέμεινεν εις τας καταγγελίας του. <box>582 1969 950 2117</box>
article-body: ΟΥΑΣΙΓΚΤΩΝ, 16. (Ασσ. Πρες). — Άλλα τέσσαρα ελληνικά φορτηγά ενεγράφησαν εις τον μαυροπίνακα δια ταξίδια προς την Κούβαν. <box>1371 1698 1564 1742</box>
article <box>959 1208 1145 1355</box>
column-1 <box>0 0 363 2314</box>
article <box>367 202 573 398</box>
headline: ΚΑΤΕΔΙΚΑΣΘΗ Ο ΔΙΑΡΡΗΞΑΣ ΜΕΓΑΛΟΝ ΑΡΙΘΜΟΝ ΕΚΚΛΗΣΙΩΝ <box>379 3 561 45</box>
article-body: Αναμένεται σήμερον εις Θεσσαλονίκην ο Ελληνοαμερικανός κ. Τομ Πάππας, ο οποίος θα επισκεφθή τας εγκαταστάσεις του διυλιστηρίου και θα έχη συνομιλίας μετά των αρμοδίων παραγόντων. <box>372 248 568 302</box>
article <box>1366 1652 1569 1799</box>
article <box>367 788 573 1014</box>
column-divider <box>575 0 576 2318</box>
subheadline: ΔΙΟΤΙ ΔΙΕΝΕΙΜΟΝ ΠΡΟΚΗΡΥΞΕΙΣ <box>966 61 1139 74</box>
article <box>0 1628 363 2314</box>
article-body: ΒΕΡΟΙΑ, 16. — Ο υπουργός Εσωτερικών κ. Φραγκιστάς συνέστησεν εις όλους τους υπαλλήλους του Δημοσίου να απέχουν από πάσης αναμίξεως εις τας εκλογάς, τονίσας ότι η αμεροληψία των αρχών αποτελεί αδιαπραγμάτευτον υποχρέωσιν. Ο υπουργός ωμίλησεν προς τους εκπροσώπους των υπηρεσιών του νομού. <box>5 1283 358 1346</box>
section-heading: ΤΟΥ ΑΠΕΣΤΕΙΛΕΝ ΕΓΓΡΑΦΑ <box>596 2059 742 2072</box>
headline: ΜΙΚΡΑΙ ΕΙΔΗΣΕΙΣ ΑΠΟ ΤΑΣ ΕΠΑΡΧΙΑΣ ΒΟΡ. ΕΛΛΑΔΟΣ <box>8 1631 355 1667</box>
column-divider <box>365 0 366 2318</box>
headline: ΝΕΟΝ ΠΑΡΑΡΤΗΜΑ ΕΙΣ ΤΗΝ ΤΕΡΕΣΚΟΒΑ <box>1380 1891 1555 1919</box>
article-body: ΑΘΗΝΑΙ, 16. — Αύριον πραγματοποιείται η συγκέντρωσις των ιατρών δια τα επαγγελματικά των ζητήματα. <box>964 1785 1140 1828</box>
headline: ΓΕΡΩΝ ΑΠΕΘΑΝΕΝ ΕΝΤΟΣ ΛΕΩΦΟΡΕΙΟΥ <box>969 1897 1136 1926</box>
article-body: ΑΘΗΝΑΙ, 16. — Ανεχώρησεν εις Ρώμην η ελληνική αντιπροσωπεία δια την διεθνή διάσκεψιν τουρισμού, εις την οποίαν μετέχουν εκπρόσωποι πολλών χωρών. <box>964 447 1140 500</box>
column-3 <box>577 0 955 2324</box>
headline: ΣΥΓΚΕΝΤΡΩΣΙΣ ΙΑΤΡΩΝ ΕΙΣ ΤΑΣ ΑΘΗΝΑΣ <box>967 1754 1138 1783</box>
subheadline: ΘΑ ΠΡΟΣΛΗΦΘΗ ΠΡΟΣΩΠΙΚΟΝ ΠΡΟΣ ΕΚΚΑΘΑΡΙΣΙΝ ΤΩΝ <box>631 693 901 728</box>
section-heading: ΑΠΟ ΤΗΝ ΚΟΜΟΤΗΝΗΝ <box>190 1755 336 1771</box>
headline: Ο Κ. ΤΟΜ ΠΑΠΑΣ ΑΦΙΚΝΕΙΤΑΙ ΣΗΜΕΡΟΝ ΕΙΣ ΤΗΝ ΘΕΣΣΑΛΟΝΙΚΗΝ <box>379 205 561 247</box>
article-body: ΒΟΛΟΣ, 16. — Υπό του πλημμελειοδικείου κατεδικάσθη εις αυστηράν ποινήν ο οδηγός ο οποίος προεκάλεσε τροχαίον ατύχημα και εγκατέλειψε τον τραυματίαν. <box>372 1053 568 1096</box>
article <box>577 1661 955 1906</box>
headline: ΑΠΕΘΑΝΕΝ ΕΝΩ ΣΥΝΩΔΕΥΕ ΤΗΝ ΚΗΔΕΙΑ ΚΟΡΗΣ ΤΗΣ <box>380 1644 559 1673</box>
article-body: ΧΑΝΙΑ, 16. — Κατεδικάσθησαν εις πρόστιμον μέλη της Ε.Δ.Α. διότι διένειμον προκηρύξεις άνευ αδείας της αστυνομίας. <box>372 652 568 685</box>
article <box>1149 1194 1569 1390</box>
